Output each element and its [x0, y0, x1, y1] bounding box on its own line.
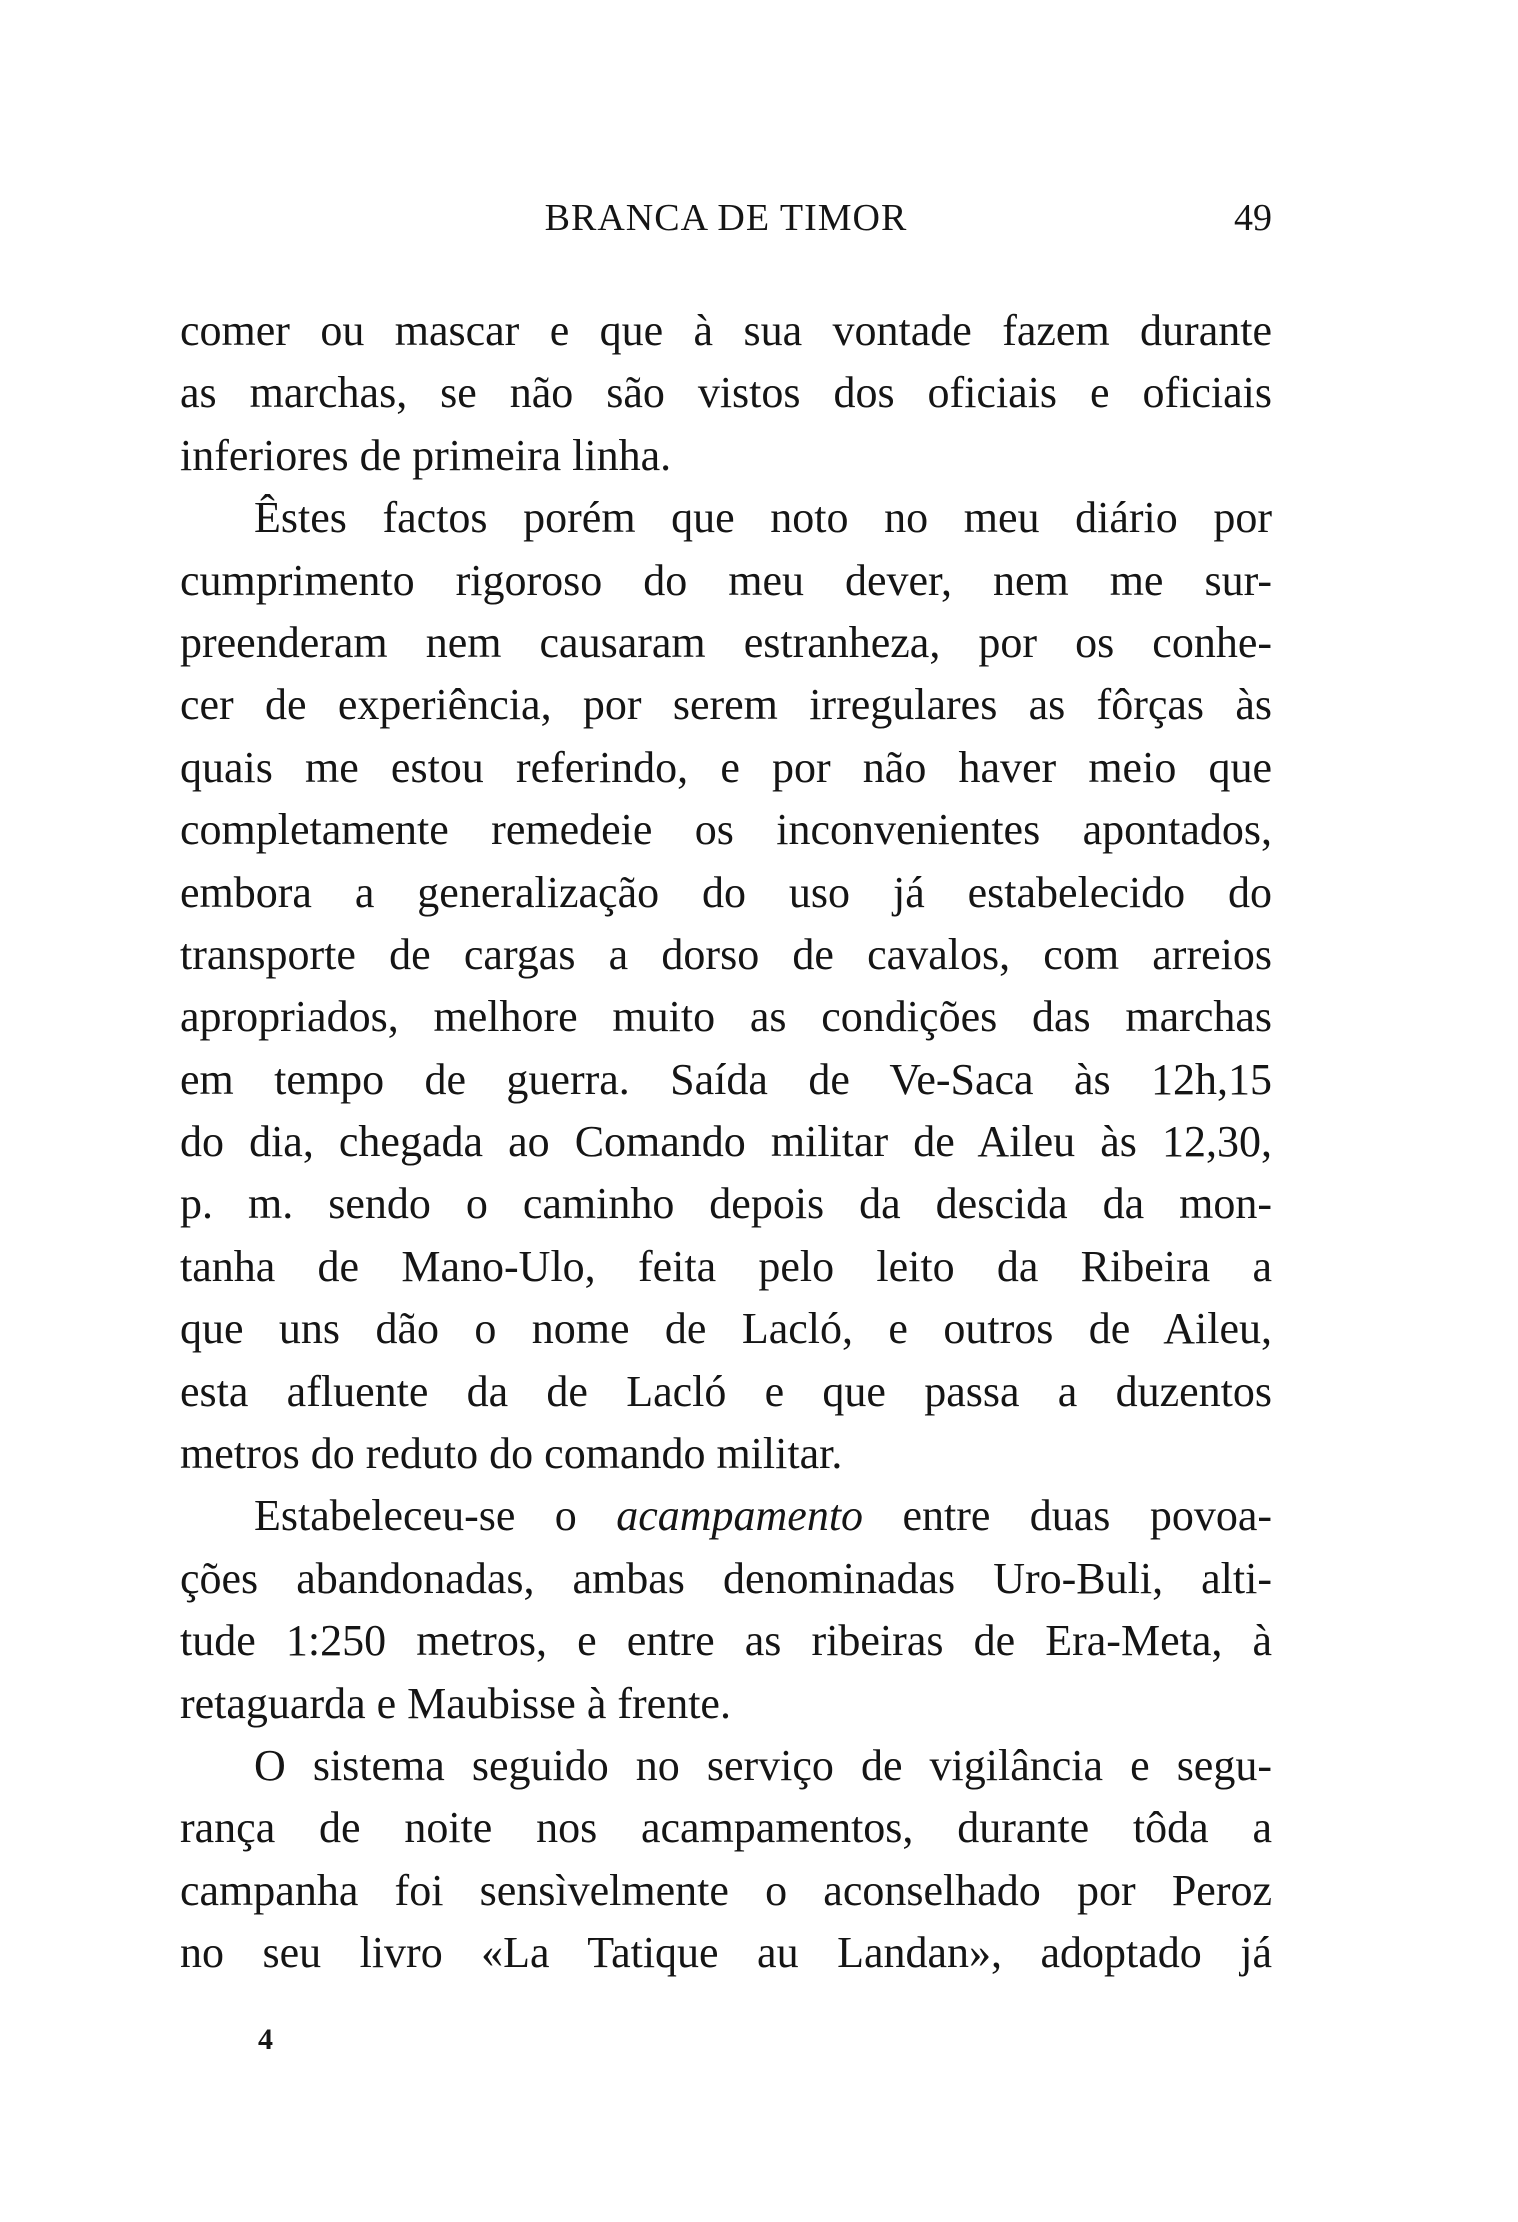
- text-line: que uns dão o nome de Lacló, e outros de Aileu,: [180, 1304, 1272, 1354]
- text-line: cumprimento rigoroso do meu dever, nem me sur-: [180, 555, 1272, 605]
- text-line: metros do reduto do comando militar.: [180, 1429, 843, 1479]
- text-line: embora a generalização do uso já estabelecido do: [180, 867, 1272, 917]
- text-line: O sistema seguido no serviço de vigilância e segu-: [254, 1740, 1272, 1790]
- text-line: em tempo de guerra. Saída de Ve-Saca às 12h,15: [180, 1054, 1272, 1104]
- text-line: Êstes factos porém que noto no meu diário por: [254, 493, 1272, 543]
- signature-mark: 4: [258, 2023, 273, 2056]
- text-line: retaguarda e Maubisse à frente.: [180, 1678, 731, 1728]
- text-line: ções abandonadas, ambas denominadas Uro-Buli, alti-: [180, 1553, 1272, 1603]
- text-line: preenderam nem causaram estranheza, por os conhe-: [180, 617, 1272, 667]
- text-line: cer de experiência, por serem irregulares as fôrças às: [180, 680, 1272, 730]
- text-line: apropriados, melhore muito as condições das marchas: [180, 992, 1272, 1042]
- paragraph-4: [180, 1735, 1272, 1985]
- paragraph-3: [180, 1485, 1272, 1735]
- text-line: no seu livro «La Tatique au Landan», adoptado já: [180, 1928, 1272, 1978]
- text-line: comer ou mascar e que à sua vontade fazem durante: [180, 306, 1272, 355]
- text-line: transporte de cargas a dorso de cavalos, com arreios: [180, 929, 1272, 979]
- text-line: as marchas, se não são vistos dos oficiais e oficiais: [180, 368, 1272, 418]
- text-line: quais me estou referindo, e por não haver meio que: [180, 742, 1272, 792]
- text-line: do dia, chegada ao Comando militar de Aileu às 12,30,: [180, 1117, 1272, 1167]
- text-line: campanha foi sensìvelmente o aconselhado por Peroz: [180, 1865, 1272, 1915]
- text-line: tanha de Mano-Ulo, feita pelo leito da Ribeira a: [180, 1241, 1272, 1291]
- text-run: Estabeleceu-se o: [254, 1491, 617, 1541]
- running-head: [180, 196, 1272, 246]
- italic-term: acampamento: [616, 1491, 864, 1541]
- text-line: rança de noite nos acampamentos, durante tôda a: [180, 1803, 1272, 1853]
- text-line: completamente remedeie os inconvenientes apontados,: [180, 805, 1272, 855]
- text-line: esta afluente da de Lacló e que passa a duzentos: [180, 1366, 1272, 1416]
- text-line: inferiores de primeira linha.: [180, 430, 672, 480]
- text-line: tude 1:250 metros, e entre as ribeiras de Era-Meta, à: [180, 1616, 1272, 1666]
- text-body: [180, 300, 1272, 1985]
- paragraph-2: [180, 487, 1272, 1485]
- paragraph-1: [180, 300, 1272, 487]
- text-run: entre duas povoa-: [863, 1491, 1272, 1541]
- text-line: p. m. sendo o caminho depois da descida da mon-: [180, 1179, 1272, 1229]
- running-title: BRANCA DE TIMOR: [544, 197, 908, 239]
- page-number: 49: [1234, 197, 1272, 239]
- text-line: [180, 1485, 1272, 1547]
